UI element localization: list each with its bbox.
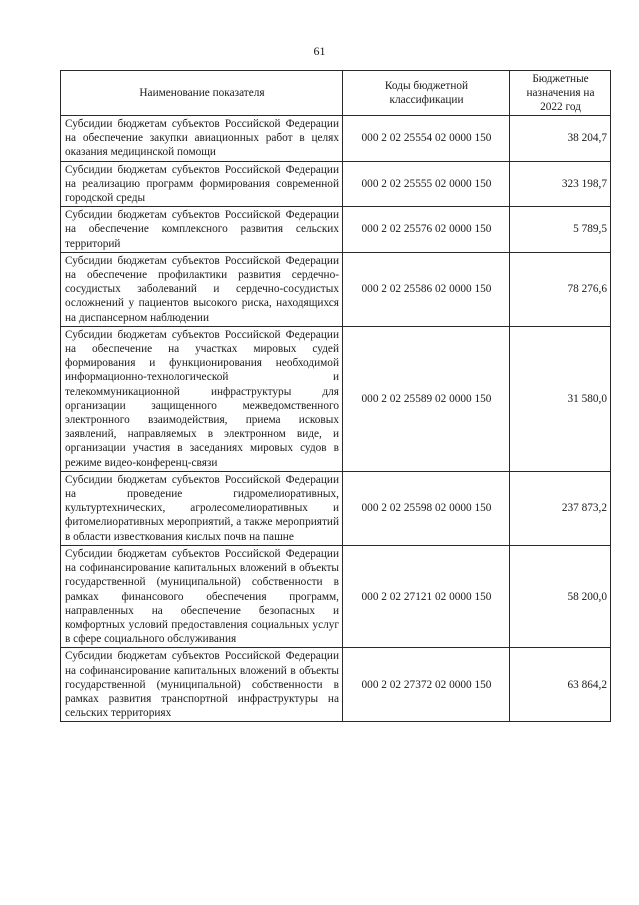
row-amount: 63 864,2 (510, 648, 611, 722)
row-code: 000 2 02 25576 02 0000 150 (343, 207, 510, 253)
row-name: Субсидии бюджетам субъектов Российской Федерации на обеспечение на участках мировых судей формирования и функционирования необходимой информационно-технологической и телекоммуникационной инфраструктуры для организации защищенного межведомственного электронного взаимодействия, приема исковых заявлений, направляемых в электронном виде, и организации участия в заседаниях мировых судов в режиме видео-конференц-связи (61, 326, 343, 471)
row-code: 000 2 02 25555 02 0000 150 (343, 161, 510, 207)
row-amount: 58 200,0 (510, 545, 611, 647)
row-name: Субсидии бюджетам субъектов Российской Федерации на реализацию программ формирования современной городской среды (61, 161, 343, 207)
table-row (61, 207, 611, 253)
row-code: 000 2 02 27121 02 0000 150 (343, 545, 510, 647)
table-row (61, 252, 611, 326)
header-code: Коды бюджетной классификации (343, 71, 510, 116)
table-row (61, 326, 611, 471)
budget-table (60, 70, 611, 722)
table-header-row (61, 71, 611, 116)
row-amount: 5 789,5 (510, 207, 611, 253)
row-amount: 38 204,7 (510, 116, 611, 162)
row-amount: 237 873,2 (510, 471, 611, 545)
header-name: Наименование показателя (61, 71, 343, 116)
row-name: Субсидии бюджетам субъектов Российской Федерации на обеспечение профилактики развития сердечно-сосудистых заболеваний и сердечно-сосудистых осложнений у пациентов высокого риска, находящихся на диспансерном наблюдении (61, 252, 343, 326)
row-code: 000 2 02 25598 02 0000 150 (343, 471, 510, 545)
table-row (61, 545, 611, 647)
table-row (61, 648, 611, 722)
row-code: 000 2 02 25554 02 0000 150 (343, 116, 510, 162)
header-amount: Бюджетные назначения на 2022 год (510, 71, 611, 116)
row-amount: 323 198,7 (510, 161, 611, 207)
row-amount: 78 276,6 (510, 252, 611, 326)
table-row (61, 116, 611, 162)
row-code: 000 2 02 27372 02 0000 150 (343, 648, 510, 722)
row-name: Субсидии бюджетам субъектов Российской Федерации на обеспечение комплексного развития сельских территорий (61, 207, 343, 253)
row-name: Субсидии бюджетам субъектов Российской Федерации на софинансирование капитальных вложений в объекты государственной (муниципальной) собственности в рамках развития транспортной инфраструктуры на сельских территориях (61, 648, 343, 722)
row-code: 000 2 02 25586 02 0000 150 (343, 252, 510, 326)
row-name: Субсидии бюджетам субъектов Российской Федерации на проведение гидромелиоративных, культуртехнических, агролесомелиоративных и фитомелиоративных мероприятий, а также мероприятий в области известкования кислых почв на пашне (61, 471, 343, 545)
table-row (61, 161, 611, 207)
table-row (61, 471, 611, 545)
row-code: 000 2 02 25589 02 0000 150 (343, 326, 510, 471)
page-number: 61 (313, 44, 326, 58)
row-name: Субсидии бюджетам субъектов Российской Федерации на обеспечение закупки авиационных работ в целях оказания медицинской помощи (61, 116, 343, 162)
row-name: Субсидии бюджетам субъектов Российской Федерации на софинансирование капитальных вложений в объекты государственной (муниципальной) собственности в рамках финансового обеспечения программ, направленных на обеспечение безопасных и комфортных условий предоставления социальных услуг в сфере социального обслуживания (61, 545, 343, 647)
row-amount: 31 580,0 (510, 326, 611, 471)
